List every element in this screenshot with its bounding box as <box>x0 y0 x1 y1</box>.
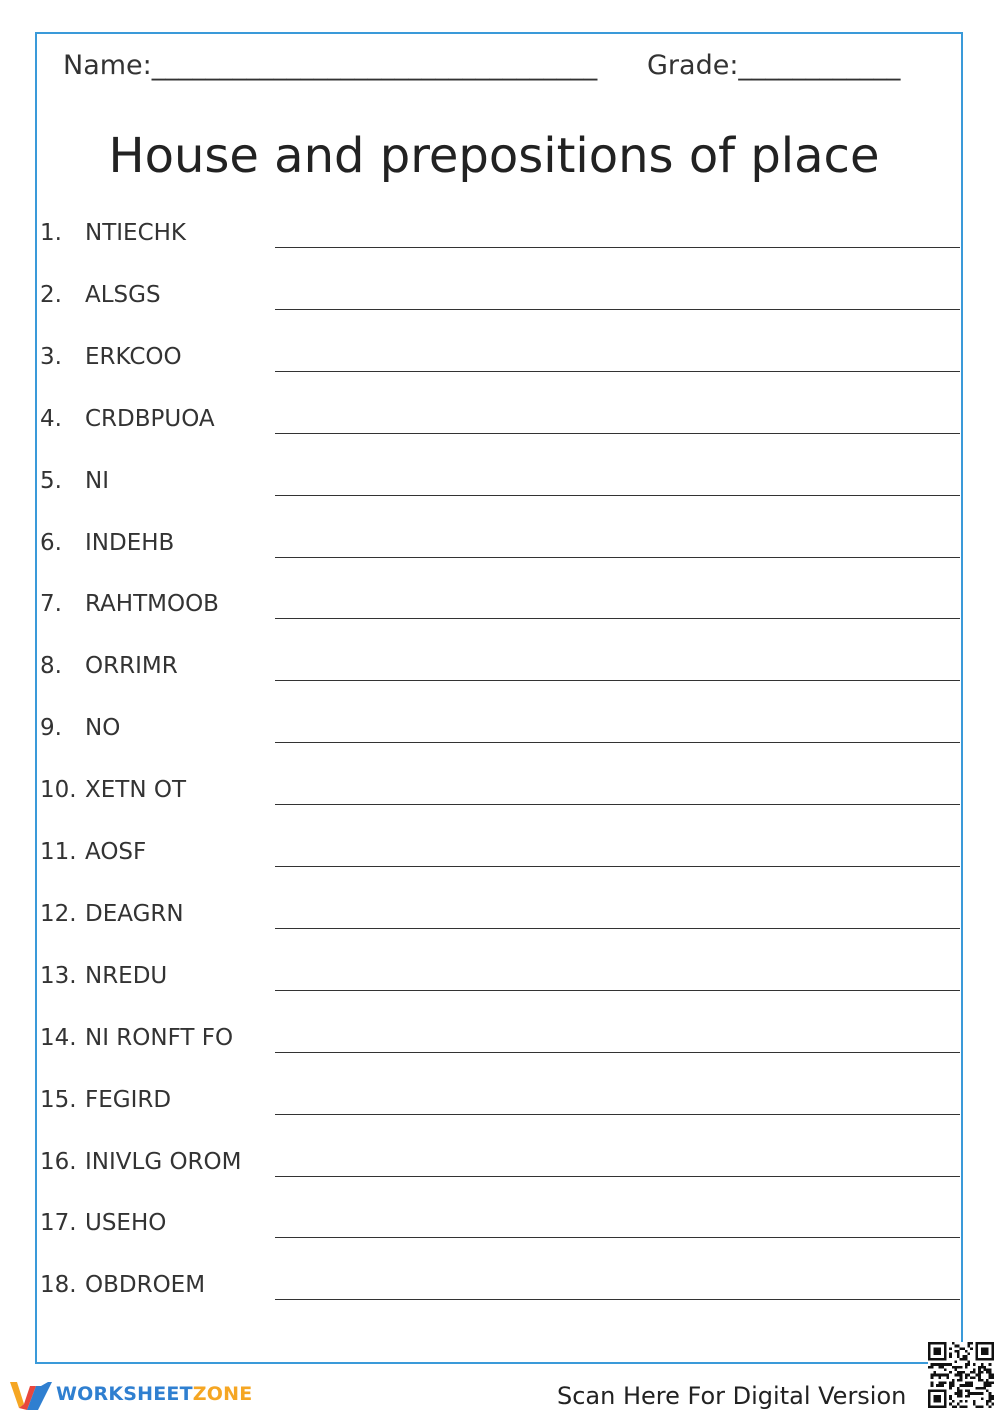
list-item <box>40 1272 960 1312</box>
list-item <box>40 653 960 693</box>
answer-line[interactable] <box>275 371 960 372</box>
item-number: 15. <box>40 1086 77 1113</box>
item-number: 13. <box>40 962 77 989</box>
scrambled-word: USEHO <box>85 1210 167 1237</box>
list-item <box>40 963 960 1003</box>
item-number: 18. <box>40 1272 77 1299</box>
item-number: 8. <box>40 653 62 680</box>
scan-instruction: Scan Here For Digital Version <box>557 1382 907 1410</box>
answer-line[interactable] <box>275 742 960 743</box>
brand-name-part2: ZONE <box>192 1383 253 1405</box>
scrambled-word: ALSGS <box>85 281 161 308</box>
item-number: 7. <box>40 591 62 618</box>
scrambled-word: NI <box>85 467 109 494</box>
scrambled-word: INDEHB <box>85 529 175 556</box>
item-number: 16. <box>40 1148 77 1175</box>
footer <box>0 1368 1000 1416</box>
answer-line[interactable] <box>275 928 960 929</box>
scrambled-word: AOSF <box>85 839 147 865</box>
list-item <box>40 839 960 879</box>
brand-name <box>56 1383 252 1405</box>
item-number: 6. <box>40 529 62 556</box>
answer-line[interactable] <box>275 1176 960 1177</box>
scrambled-word: NREDU <box>85 962 168 989</box>
answer-line[interactable] <box>275 309 960 310</box>
scrambled-word: INIVLG OROM <box>85 1148 242 1175</box>
answer-line[interactable] <box>275 557 960 558</box>
brand-name-part1: WORKSHEET <box>56 1383 193 1405</box>
item-number: 14. <box>40 1024 77 1051</box>
page-title: House and prepositions of place <box>108 128 880 184</box>
scrambled-word: NO <box>85 715 121 742</box>
item-number: 5. <box>40 467 62 494</box>
answer-line[interactable] <box>275 1114 960 1115</box>
answer-line[interactable] <box>275 1237 960 1238</box>
answer-line[interactable] <box>275 1299 960 1300</box>
scrambled-word: ORRIMR <box>85 653 178 680</box>
list-item <box>40 1087 960 1127</box>
list-item <box>40 530 960 570</box>
worksheetzone-logo-icon <box>10 1378 52 1410</box>
answer-line[interactable] <box>275 866 960 867</box>
scrambled-word: NTIECHK <box>85 220 187 246</box>
scrambled-word: OBDROEM <box>85 1272 206 1299</box>
scrambled-word: NI RONFT FO <box>85 1024 234 1051</box>
list-item <box>40 468 960 508</box>
scrambled-word: XETN OT <box>85 777 187 804</box>
scrambled-word: DEAGRN <box>85 900 184 927</box>
scrambled-word: RAHTMOOB <box>85 591 219 618</box>
list-item <box>40 406 960 446</box>
item-number: 9. <box>40 715 62 742</box>
scrambled-word: FEGIRD <box>85 1086 172 1113</box>
item-number: 1. <box>40 220 62 246</box>
list-item <box>40 591 960 631</box>
answer-line[interactable] <box>275 618 960 619</box>
grade-field[interactable]: Grade:____________ <box>647 50 901 81</box>
list-item <box>40 901 960 941</box>
answer-line[interactable] <box>275 247 960 248</box>
list-item <box>40 1210 960 1250</box>
item-number: 4. <box>40 405 62 432</box>
scrambled-word: ERKCOO <box>85 343 182 370</box>
item-number: 10. <box>40 777 77 804</box>
list-item <box>40 282 960 322</box>
qr-code-icon[interactable] <box>928 1342 994 1408</box>
name-field[interactable]: Name:_________________________________ <box>63 50 598 81</box>
answer-line[interactable] <box>275 433 960 434</box>
header-row <box>63 50 933 90</box>
answer-line[interactable] <box>275 804 960 805</box>
item-number: 17. <box>40 1210 77 1237</box>
list-item <box>40 1149 960 1189</box>
list-item <box>40 1025 960 1065</box>
scrambled-word: CRDBPUOA <box>85 405 215 432</box>
answer-line[interactable] <box>275 990 960 991</box>
list-item <box>40 777 960 817</box>
answer-line[interactable] <box>275 1052 960 1053</box>
answer-line[interactable] <box>275 495 960 496</box>
list-item <box>40 715 960 755</box>
brand-logo[interactable] <box>10 1378 252 1410</box>
item-number: 3. <box>40 343 62 370</box>
list-item <box>40 344 960 384</box>
list-item <box>40 220 960 260</box>
item-number: 2. <box>40 281 62 308</box>
item-number: 11. <box>40 839 77 865</box>
item-number: 12. <box>40 900 77 927</box>
answer-line[interactable] <box>275 680 960 681</box>
